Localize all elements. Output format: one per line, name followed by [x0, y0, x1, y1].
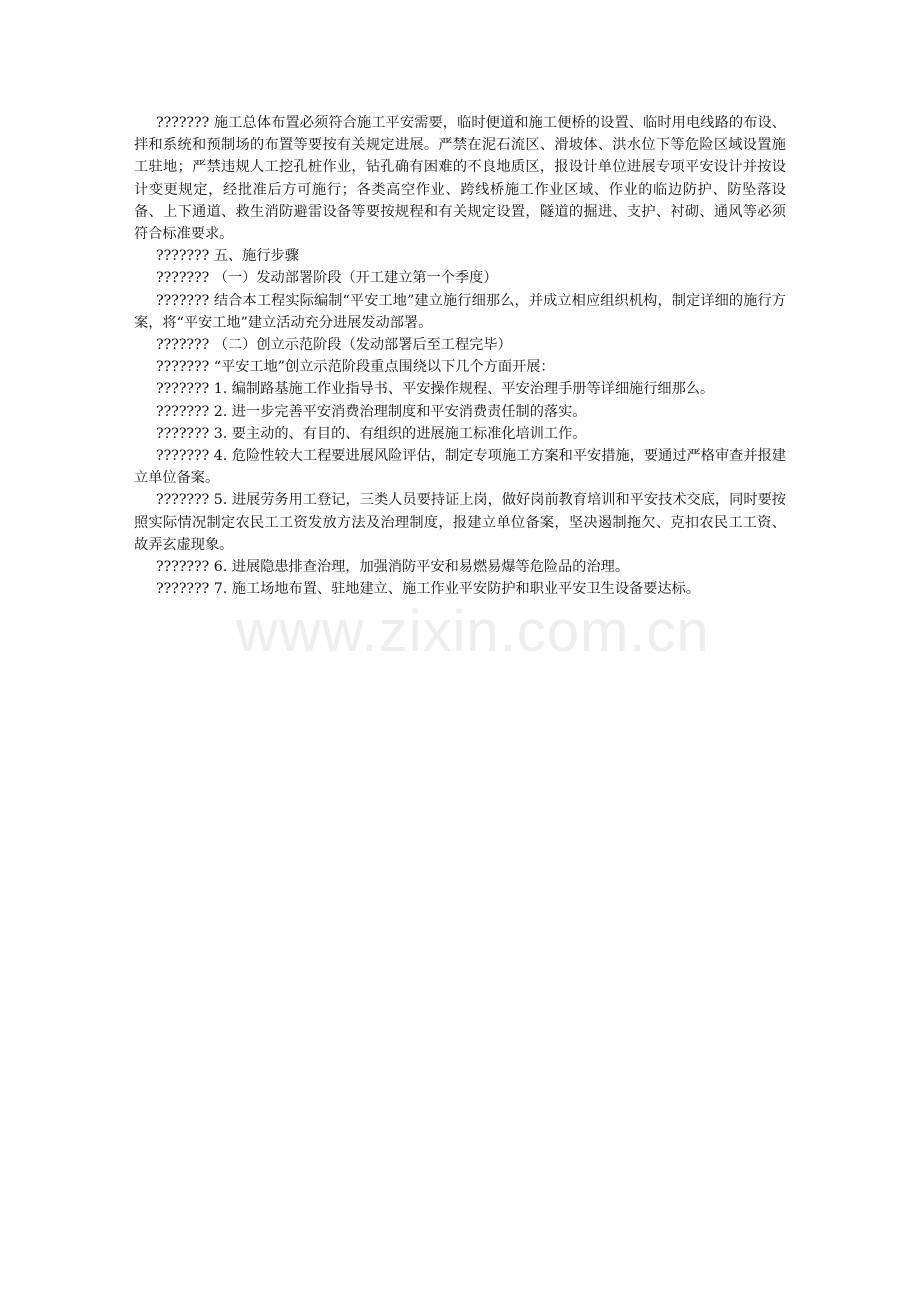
list-item-6: ??????? 6. 进展隐患排查治理，加强消防平安和易燃易爆等危险品的治理。	[156, 559, 630, 576]
document-body	[134, 112, 786, 600]
list-item-7: ??????? 7. 施工场地布置、驻地建立、施工作业平安防护和职业平安卫生设备要达标。	[156, 581, 700, 598]
paragraph-mobilization: ??????? 结合本工程实际编制“平安工地”建立施行细那么，并成立相应组织机构，制定详细的施行方案，将“平安工地”建立活动充分进展发动部署。	[134, 292, 786, 331]
list-item-5: ??????? 5. 进展劳务用工登记，三类人员要持证上岗，做好岗前教育培训和平安技术交底，同时要按照实际情况制定农民工工资发放方法及治理制度，报建立单位备案，坚决遏制拖欠、克扣农民工工资、故弄玄虚现象。	[134, 492, 786, 553]
list-item-2: ??????? 2. 进一步完善平安消费治理制度和平安消费责任制的落实。	[156, 403, 587, 420]
list-item-3: ??????? 3. 要主动的、有目的、有组织的进展施工标准化培训工作。	[156, 425, 587, 442]
paragraph-layout-rules: ??????? 施工总体布置必须符合施工平安需要，临时便道和施工便桥的设置、临时用电线路的布设、拌和系统和预制场的布置等要按有关规定进展。严禁在泥石流区、滑坡体、洪水位下等危险区域设置施工驻地；严禁违规人工挖孔桩作业，钻孔确有困难的不良地质区，报设计单位进展专项平安设计并按设计变更规定，经批准后方可施行；各类高空作业、跨线桥施工作业区域、作业的临边防护、防坠落设备、上下通道、救生消防避雷设备等要按规程和有关规定设置，隧道的掘进、支护、衬砌、通风等必须符合标准要求。	[134, 115, 786, 243]
paragraph-demonstration-intro: ??????? “平安工地”创立示范阶段重点围绕以下几个方面开展：	[156, 359, 555, 376]
subsection-heading-mobilization: ??????? （一）发动部署阶段（开工建立第一个季度）	[156, 270, 498, 287]
subsection-heading-demonstration: ??????? （二）创立示范阶段（发动部署后至工程完毕）	[156, 337, 512, 354]
list-item-1: ??????? 1. 编制路基施工作业指导书、平安操作规程、平安治理手册等详细施行细那么。	[156, 381, 715, 398]
watermark: www.zixin.com.cn	[236, 599, 710, 664]
list-item-4: ??????? 4. 危险性较大工程要进展风险评估，制定专项施工方案和平安措施，要通过严格审查并报建立单位备案。	[134, 448, 786, 487]
section-heading-steps: ??????? 五、施行步骤	[156, 248, 299, 265]
